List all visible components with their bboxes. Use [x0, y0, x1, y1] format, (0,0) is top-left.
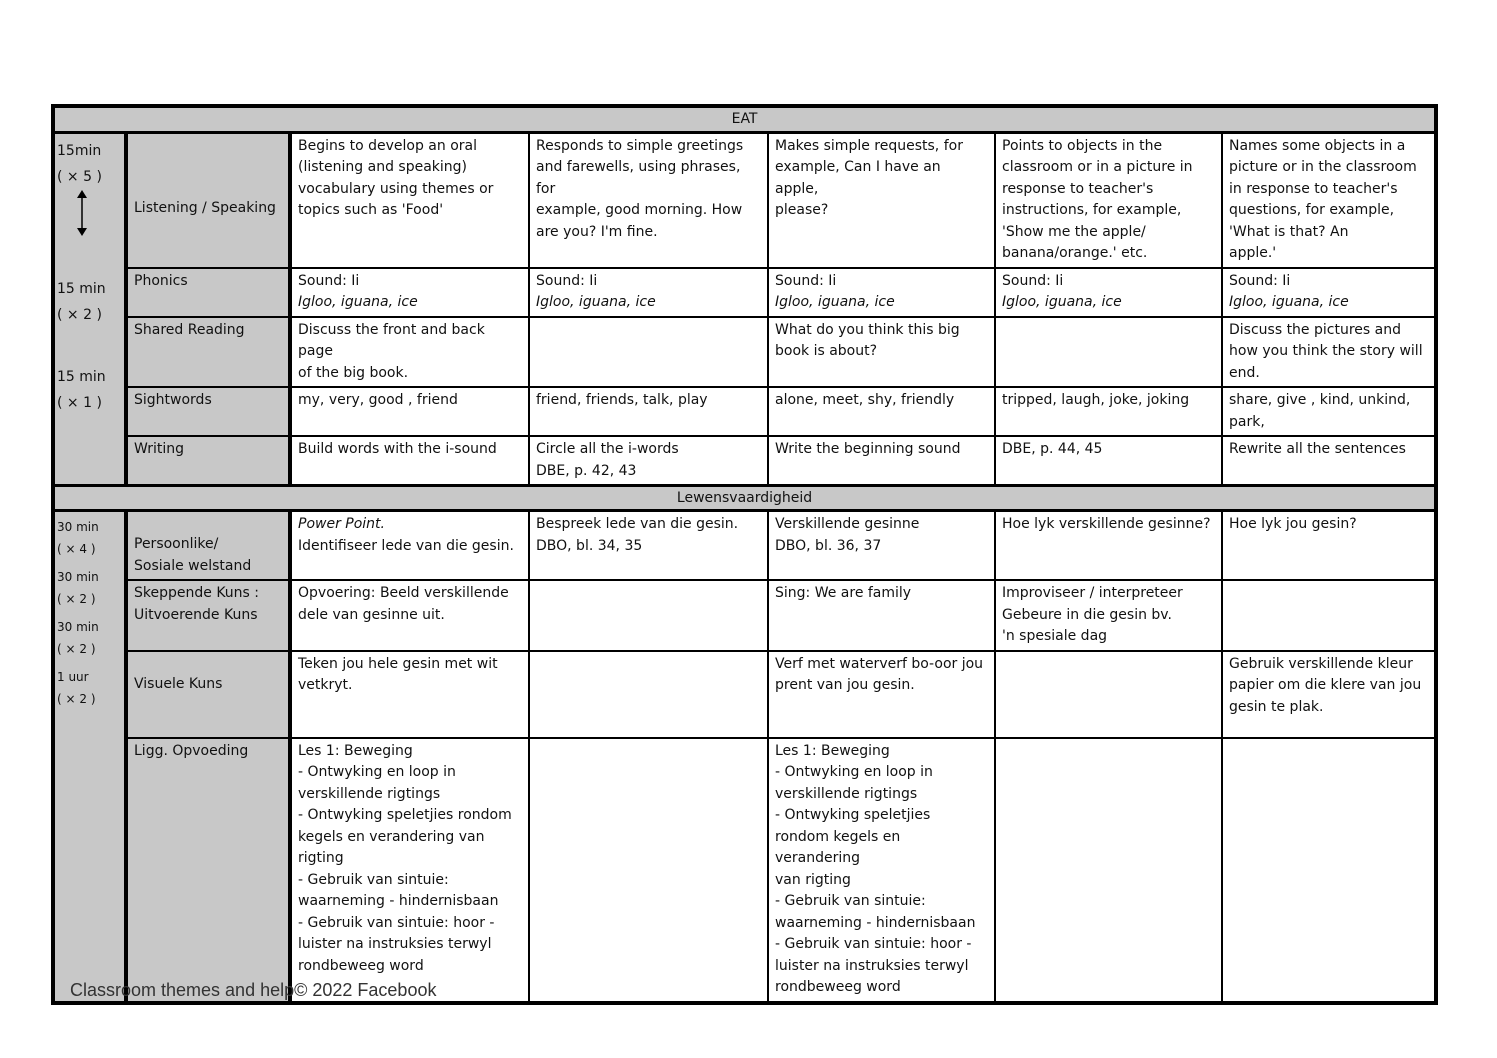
plan-cell — [1222, 580, 1436, 651]
time-count: ( × 2 ) — [57, 692, 96, 706]
subject-cell: Sightwords — [126, 387, 290, 436]
plan-cell: Sing: We are family — [768, 580, 995, 651]
time-duration: 15 min — [57, 280, 106, 297]
time-duration: 30 min — [57, 620, 99, 634]
plan-cell — [995, 651, 1222, 738]
plan-cell: Les 1: Beweging - Ontwyking en loop in verskillende rigtings - Ontwyking speletjies rondom kegels en verandering van rigting - Gebruik van sintuie: waarneming - hindernisbaan - Gebruik van sintuie: hoor - luister na instruksies terwyl rondbeweeg word — [768, 738, 995, 1003]
time-group — [57, 364, 122, 416]
time-group — [57, 516, 122, 560]
time-group — [57, 616, 122, 660]
plan-cell: Les 1: Beweging - Ontwyking en loop in verskillende rigtings - Ontwyking speletjies rondom kegels en verandering van rigting - Gebruik van sintuie: waarneming - hindernisbaan - Gebruik van sintuie: hoor - luister na instruksies terwyl rondbeweeg word — [290, 738, 529, 1003]
time-count: ( × 5 ) — [57, 168, 102, 185]
plan-cell: alone, meet, shy, friendly — [768, 387, 995, 436]
plan-cell — [529, 651, 768, 738]
subject-cell: Writing — [126, 436, 290, 486]
plan-cell: Improviseer / interpreteer Gebeure in die gesin bv. 'n spesiale dag — [995, 580, 1222, 651]
time-count: ( × 2 ) — [57, 306, 102, 323]
plan-cell: share, give , kind, unkind, park, — [1222, 387, 1436, 436]
table-row — [53, 651, 1436, 738]
plan-cell: Makes simple requests, for example, Can I have an apple, please? — [768, 132, 995, 268]
time-group — [57, 666, 122, 710]
time-duration: 15 min — [57, 368, 106, 385]
plan-cell: Circle all the i-words DBE, p. 42, 43 — [529, 436, 768, 486]
plan-cell: Sound: Ii Igloo, iguana, ice — [768, 268, 995, 317]
time-group — [57, 276, 122, 328]
plan-cell: my, very, good , friend — [290, 387, 529, 436]
plan-cell: Hoe lyk jou gesin? — [1222, 511, 1436, 581]
subject-cell: Visuele Kuns — [126, 651, 290, 738]
plan-cell: Rewrite all the sentences — [1222, 436, 1436, 486]
time-duration: 15min — [57, 142, 102, 159]
plan-cell — [529, 317, 768, 388]
plan-cell: tripped, laugh, joke, joking — [995, 387, 1222, 436]
subject-cell: Shared Reading — [126, 317, 290, 388]
time-duration: 1 uur — [57, 670, 89, 684]
plan-cell: Discuss the pictures and how you think the story will end. — [1222, 317, 1436, 388]
plan-cell: Teken jou hele gesin met wit vetkryt. — [290, 651, 529, 738]
table-row — [53, 580, 1436, 651]
plan-cell: Sound: Ii Igloo, iguana, ice — [995, 268, 1222, 317]
plan-cell: Sound: Ii Igloo, iguana, ice — [290, 268, 529, 317]
subject-cell: Ligg. Opvoeding — [126, 738, 290, 1003]
table-row — [53, 738, 1436, 1003]
plan-cell: Points to objects in the classroom or in a picture in response to teacher's instructions, for example, 'Show me the apple/ banana/orange.' etc. — [995, 132, 1222, 268]
plan-cell: DBE, p. 44, 45 — [995, 436, 1222, 486]
plan-cell: Begins to develop an oral (listening and speaking) vocabulary using themes or topics such as 'Food' — [290, 132, 529, 268]
plan-cell: Names some objects in a picture or in the classroom in response to teacher's questions, for example, 'What is that? An apple.' — [1222, 132, 1436, 268]
table-row — [53, 132, 1436, 268]
plan-cell: Verskillende gesinne DBO, bl. 36, 37 — [768, 511, 995, 581]
time-count: ( × 4 ) — [57, 542, 96, 556]
time-count: ( × 2 ) — [57, 642, 96, 656]
plan-cell — [995, 738, 1222, 1003]
plan-cell — [529, 580, 768, 651]
plan-cell: Bespreek lede van die gesin. DBO, bl. 34, 35 — [529, 511, 768, 581]
table-row — [53, 317, 1436, 388]
section-header-lewensvaardigheid — [53, 486, 1436, 511]
plan-cell: Write the beginning sound — [768, 436, 995, 486]
section-header-eat — [53, 106, 1436, 132]
footer-credit: Classroom themes and help© 2022 Facebook — [70, 980, 437, 1000]
time-count: ( × 2 ) — [57, 592, 96, 606]
subject-cell: Persoonlike/ Sosiale welstand — [126, 511, 290, 581]
time-group — [57, 138, 122, 190]
plan-cell: What do you think this big book is about? — [768, 317, 995, 388]
double-arrow-icon — [75, 190, 89, 236]
time-group — [57, 566, 122, 610]
plan-cell: Hoe lyk verskillende gesinne? — [995, 511, 1222, 581]
plan-cell: Gebruik verskillende kleur papier om die klere van jou gesin te plak. — [1222, 651, 1436, 738]
time-column — [53, 511, 126, 1003]
plan-cell: Power Point. Identifiseer lede van die gesin. — [290, 511, 529, 581]
section-title: EAT — [53, 106, 1436, 132]
plan-cell: Discuss the front and back page of the big book. — [290, 317, 529, 388]
time-duration: 30 min — [57, 570, 99, 584]
plan-cell: Build words with the i-sound — [290, 436, 529, 486]
table-row — [53, 387, 1436, 436]
plan-cell: Sound: Ii Igloo, iguana, ice — [529, 268, 768, 317]
time-count: ( × 1 ) — [57, 394, 102, 411]
time-column — [53, 132, 126, 486]
time-duration: 30 min — [57, 520, 99, 534]
plan-cell: Verf met waterverf bo-oor jou prent van jou gesin. — [768, 651, 995, 738]
plan-cell — [1222, 738, 1436, 1003]
subject-cell: Phonics — [126, 268, 290, 317]
subject-cell: Skeppende Kuns : Uitvoerende Kuns — [126, 580, 290, 651]
plan-cell: Responds to simple greetings and farewells, using phrases, for example, good morning. How are you? I'm fine. — [529, 132, 768, 268]
lesson-plan-table — [51, 104, 1438, 1005]
table-row — [53, 268, 1436, 317]
plan-cell — [529, 738, 768, 1003]
plan-cell: Opvoering: Beeld verskillende dele van gesinne uit. — [290, 580, 529, 651]
subject-cell: Listening / Speaking — [126, 132, 290, 268]
section-title: Lewensvaardigheid — [53, 486, 1436, 511]
plan-cell — [995, 317, 1222, 388]
table-row — [53, 511, 1436, 581]
plan-cell: Sound: Ii Igloo, iguana, ice — [1222, 268, 1436, 317]
table-row — [53, 436, 1436, 486]
plan-cell: friend, friends, talk, play — [529, 387, 768, 436]
